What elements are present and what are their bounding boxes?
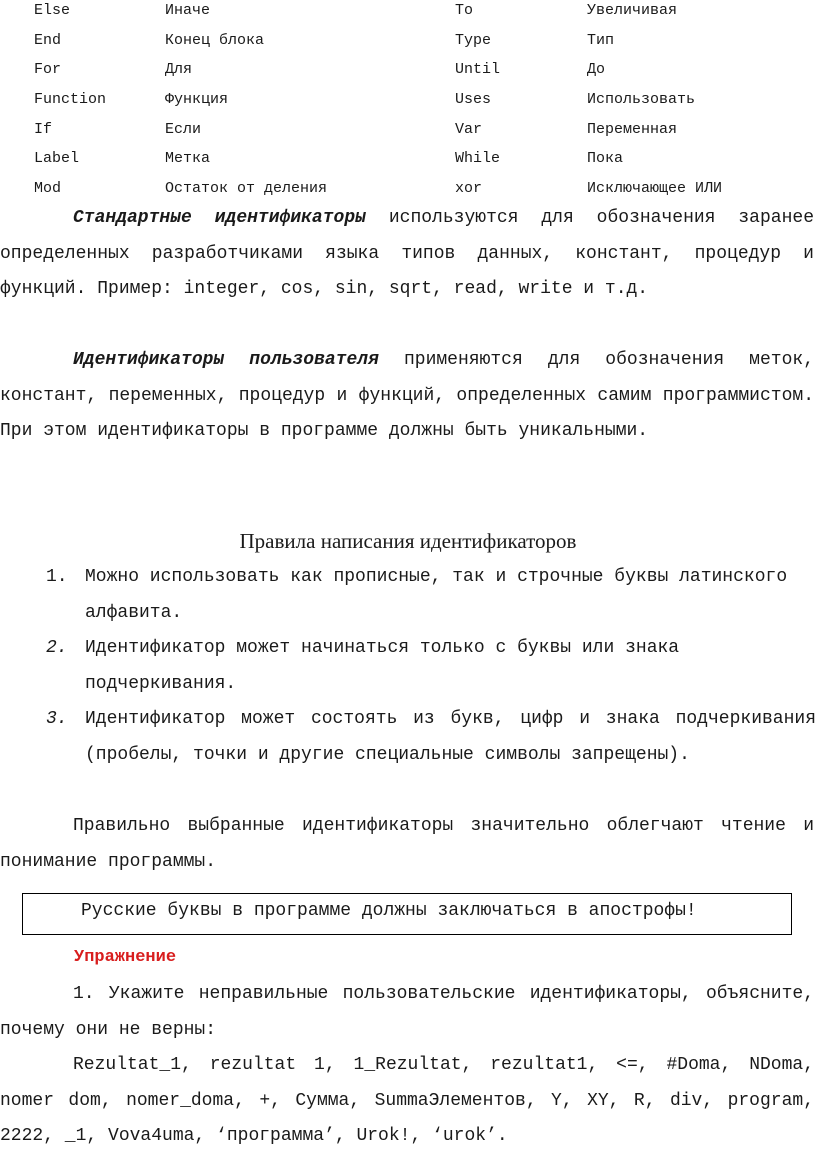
keyword-cell: To (455, 2, 474, 19)
rule-item (46, 631, 816, 702)
keyword-cell: Function (34, 91, 107, 109)
translation-cell: До (587, 61, 606, 79)
keyword-cell: Else (34, 2, 71, 19)
keyword-cell: Mod (34, 180, 62, 198)
keyword-cell: End (34, 31, 62, 49)
keyword-cell: If (34, 120, 53, 138)
rule-text: Идентификатор может состоять из букв, цифр и знака подчеркивания (пробелы, точки и другие специальные символы запрещены). (85, 709, 816, 765)
keyword-cell: xor (455, 180, 483, 198)
translation-cell: Тип (587, 31, 615, 49)
rule-number: 1. (46, 567, 68, 587)
rule-number: 3. (46, 709, 68, 729)
rules-list (46, 560, 816, 773)
translation-cell: Пока (587, 150, 624, 168)
translation-cell: Метка (165, 150, 211, 168)
rule-number: 2. (46, 638, 68, 658)
rules-heading: Правила написания идентификаторов (239, 529, 577, 553)
translation-cell: Переменная (587, 120, 678, 138)
standard-identifiers-paragraph (0, 201, 814, 308)
translation-cell: Увеличивая (587, 2, 678, 19)
translation-cell: Конец блока (165, 31, 265, 49)
translation-cell: Остаток от деления (165, 180, 328, 198)
translation-cell: Если (165, 120, 202, 138)
user-identifiers-paragraph (0, 343, 814, 450)
keyword-row (34, 0, 794, 30)
keyword-cell: Label (34, 150, 80, 168)
keyword-cell: For (34, 61, 62, 79)
translation-cell: Исключающее ИЛИ (587, 180, 723, 198)
rule-item (46, 702, 816, 773)
keyword-row (34, 30, 794, 60)
translation-cell: Функция (165, 91, 229, 109)
exercise-task-paragraph (0, 977, 814, 1048)
user-identifiers-text: применяются для обозначения меток, констант, переменных, процедур и функций, определенных самим программистом. При этом идентификаторы в программе должны быть уникальными. (0, 350, 814, 441)
rule-text: Можно использовать как прописные, так и строчные буквы латинского алфавита. (85, 567, 788, 623)
rule-item (46, 560, 816, 631)
keyword-row (34, 148, 794, 178)
keyword-cell: While (455, 150, 501, 168)
translation-cell: Иначе (165, 2, 211, 19)
keyword-cell: Uses (455, 91, 492, 109)
keyword-row (34, 89, 794, 119)
rule-text: Идентификатор может начинаться только с буквы или знака подчеркивания. (85, 638, 680, 694)
keyword-cell: Type (455, 31, 492, 49)
keyword-cell: Var (455, 120, 483, 138)
standard-identifiers-text: используются для обозначения заранее определенных разработчиками языка типов данных, констант, процедур и функций. Пример: integer, cos, sin, sqrt, read, write и т.д. (0, 208, 814, 299)
keyword-table (34, 0, 794, 208)
note-text: Русские буквы в программе должны заключаться в апострофы! (81, 901, 697, 921)
keyword-cell: Until (455, 61, 501, 79)
exercise-title: Упражнение (74, 948, 177, 967)
keyword-row (34, 119, 794, 149)
translation-cell: Для (165, 61, 193, 79)
translation-cell: Использовать (587, 91, 696, 109)
exercise-items-paragraph (0, 1048, 814, 1155)
exercise-task: 1. Укажите неправильные пользовательские идентификаторы, объясните, почему они не верны: (0, 984, 814, 1040)
conclusion-paragraph (0, 809, 814, 880)
note-box (22, 893, 792, 935)
conclusion-text: Правильно выбранные идентификаторы значительно облегчают чтение и понимание программы. (0, 816, 814, 872)
user-identifiers-term: Идентификаторы пользователя (73, 350, 379, 370)
standard-identifiers-term: Стандартные идентификаторы (73, 208, 366, 228)
exercise-items: Rezultat_1, rezultat 1, 1_Rezultat, rezultat1, <=, #Doma, NDoma, nomer dom, nomer_doma, +, Сумма, SummaЭлементов, Y, XY, R, div, program, 2222, _1, Vova4uma, ‘программа’, Urok!, ‘urok’. (0, 1055, 814, 1146)
keyword-row (34, 59, 794, 89)
